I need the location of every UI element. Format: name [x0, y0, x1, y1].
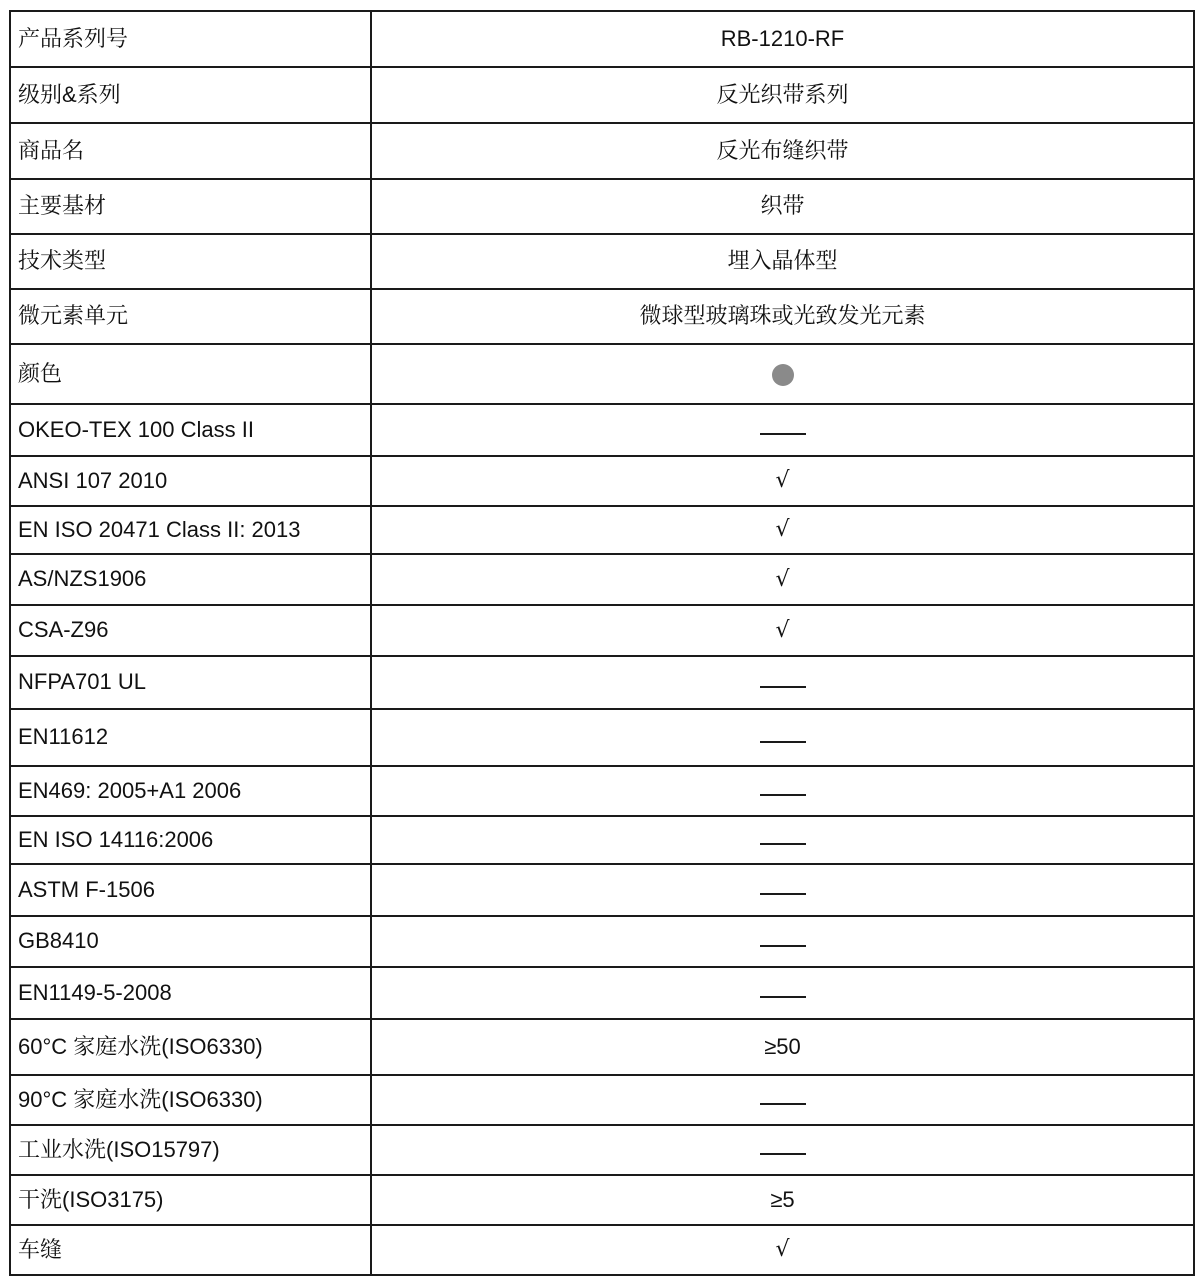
check-mark: √ [775, 617, 790, 643]
not-applicable-dash [760, 1153, 806, 1155]
row-value-cell [371, 234, 1194, 289]
row-label-cell [10, 67, 371, 123]
table-row [10, 179, 1194, 234]
row-value-cell [371, 1075, 1194, 1125]
row-label: NFPA701 UL [18, 669, 146, 695]
not-applicable-dash [760, 945, 806, 947]
table-row [10, 864, 1194, 916]
row-label-cell [10, 123, 371, 179]
row-label-cell [10, 967, 371, 1019]
row-label: 90°C 家庭水洗(ISO6330) [18, 1086, 263, 1112]
row-value: ≥5 [770, 1186, 795, 1212]
row-label: GB8410 [18, 928, 99, 954]
not-applicable-dash [760, 1103, 806, 1105]
check-mark: √ [775, 1237, 790, 1263]
table-row [10, 11, 1194, 67]
row-label: EN ISO 20471 Class II: 2013 [18, 516, 301, 542]
row-label-cell [10, 1175, 371, 1225]
not-applicable-dash [760, 741, 806, 743]
row-label: 产品系列号 [18, 25, 129, 51]
row-label: 车缝 [18, 1236, 63, 1262]
row-value-cell [371, 916, 1194, 967]
spec-table [9, 10, 1195, 1276]
row-value-cell [371, 864, 1194, 916]
not-applicable-dash [760, 843, 806, 845]
not-applicable-dash [760, 433, 806, 435]
row-value-cell [371, 967, 1194, 1019]
row-value-cell [371, 404, 1194, 456]
row-label: ANSI 107 2010 [18, 467, 168, 493]
row-value-cell [371, 554, 1194, 605]
row-label: 干洗(ISO3175) [18, 1186, 164, 1212]
row-value-cell [371, 605, 1194, 656]
row-value: 反光布缝织带 [716, 137, 849, 163]
row-value-cell [371, 816, 1194, 864]
row-label: 60°C 家庭水洗(ISO6330) [18, 1033, 263, 1059]
table-row [10, 123, 1194, 179]
table-row [10, 506, 1194, 554]
row-value: 反光织带系列 [716, 81, 849, 107]
row-label-cell [10, 554, 371, 605]
row-label-cell [10, 344, 371, 404]
row-value-cell [371, 709, 1194, 766]
row-label: EN469: 2005+A1 2006 [18, 777, 242, 803]
table-row [10, 1075, 1194, 1125]
table-row [10, 1175, 1194, 1225]
row-value-cell [371, 289, 1194, 344]
row-label-cell [10, 1225, 371, 1275]
row-value-cell [371, 506, 1194, 554]
row-label-cell [10, 11, 371, 67]
row-label-cell [10, 916, 371, 967]
row-label: 工业水洗(ISO15797) [18, 1136, 220, 1162]
not-applicable-dash [760, 794, 806, 796]
row-value: 织带 [760, 193, 805, 219]
not-applicable-dash [760, 893, 806, 895]
row-label-cell [10, 1125, 371, 1175]
row-label: 颜色 [18, 360, 63, 386]
table-row [10, 344, 1194, 404]
row-label: 级别&系列 [18, 81, 121, 107]
row-label: 技术类型 [18, 248, 107, 274]
row-label-cell [10, 656, 371, 709]
table-row [10, 554, 1194, 605]
row-value: ≥50 [764, 1033, 801, 1059]
table-row [10, 916, 1194, 967]
table-row [10, 709, 1194, 766]
spec-table-body [10, 11, 1194, 1275]
row-label: EN ISO 14116:2006 [18, 826, 214, 852]
row-label: OKEO-TEX 100 Class II [18, 416, 254, 442]
row-value-cell [371, 456, 1194, 506]
row-value-cell [371, 123, 1194, 179]
table-row [10, 656, 1194, 709]
row-value-cell [371, 766, 1194, 816]
check-mark: √ [775, 468, 790, 494]
row-label: EN11612 [18, 724, 109, 750]
row-label-cell [10, 1019, 371, 1075]
table-row [10, 404, 1194, 456]
row-value-cell [371, 1175, 1194, 1225]
row-value-cell [371, 1225, 1194, 1275]
row-label-cell [10, 605, 371, 656]
row-label-cell [10, 816, 371, 864]
row-value-cell [371, 179, 1194, 234]
row-value-cell [371, 344, 1194, 404]
table-row [10, 289, 1194, 344]
table-row [10, 816, 1194, 864]
not-applicable-dash [760, 996, 806, 998]
row-label-cell [10, 1075, 371, 1125]
row-value-cell [371, 656, 1194, 709]
table-row [10, 234, 1194, 289]
table-row [10, 1225, 1194, 1275]
table-row [10, 1125, 1194, 1175]
row-label: 主要基材 [18, 193, 107, 219]
row-label-cell [10, 709, 371, 766]
row-label: EN1149-5-2008 [18, 979, 172, 1005]
not-applicable-dash [760, 686, 806, 688]
row-label: CSA-Z96 [18, 617, 109, 643]
table-row [10, 456, 1194, 506]
table-row [10, 605, 1194, 656]
table-row [10, 1019, 1194, 1075]
row-label-cell [10, 289, 371, 344]
row-label-cell [10, 234, 371, 289]
row-label: 商品名 [18, 137, 85, 163]
row-value: 埋入晶体型 [727, 248, 838, 274]
table-row [10, 766, 1194, 816]
table-row [10, 967, 1194, 1019]
row-label-cell [10, 766, 371, 816]
row-value-cell [371, 1019, 1194, 1075]
row-label: ASTM F-1506 [18, 876, 155, 902]
table-row [10, 67, 1194, 123]
color-swatch [772, 364, 794, 386]
row-value: 微球型玻璃珠或光致发光元素 [639, 303, 926, 329]
check-mark: √ [775, 566, 790, 592]
row-label-cell [10, 179, 371, 234]
row-label: AS/NZS1906 [18, 566, 147, 592]
row-label: 微元素单元 [18, 303, 129, 329]
row-label-cell [10, 506, 371, 554]
row-value-cell [371, 67, 1194, 123]
row-label-cell [10, 456, 371, 506]
row-label-cell [10, 404, 371, 456]
row-label-cell [10, 864, 371, 916]
check-mark: √ [775, 517, 790, 543]
row-value-cell [371, 11, 1194, 67]
row-value: RB-1210-RF [720, 25, 845, 51]
row-value-cell [371, 1125, 1194, 1175]
